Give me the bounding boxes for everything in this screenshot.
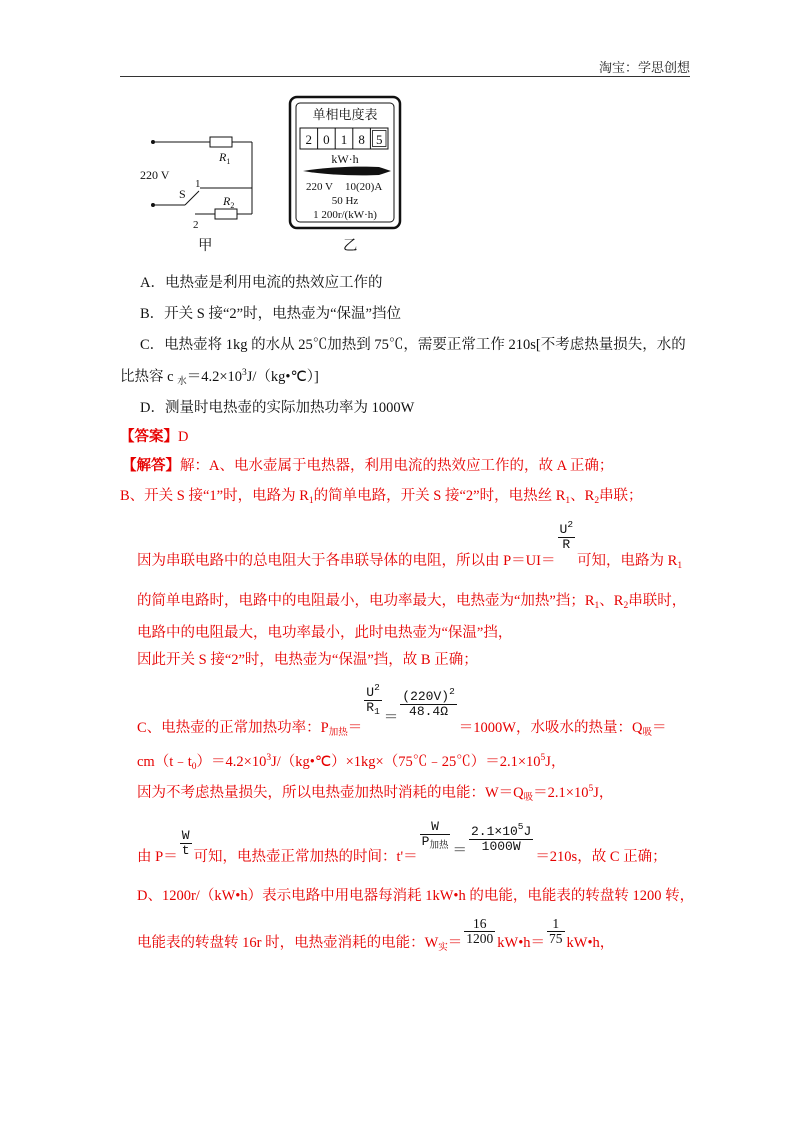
option-d: D．测量时电热壶的实际加热功率为 1000W — [140, 400, 415, 416]
numerator-text: U — [559, 522, 568, 537]
numerator-text: 2.1×10 — [470, 824, 518, 839]
meter-title: 单相电度表 — [312, 107, 378, 122]
solution-text: 串联时， — [628, 593, 687, 609]
fraction-1-over-75 — [547, 917, 565, 946]
subscript: 1 — [594, 601, 600, 611]
denominator-text: P — [421, 834, 430, 849]
solution-text: 因为串联电路中的总电阻大于各串联导体的电阻，所以由 P＝UI＝ — [137, 553, 556, 569]
superscript: 5 — [517, 821, 524, 832]
fraction-numerator — [364, 682, 382, 701]
solution-text: 因为不考虑热量损失，所以电热壶加热时消耗的电能：W＝Q — [137, 785, 524, 801]
fraction-denominator: 1200 — [466, 931, 494, 946]
superscript: 3 — [266, 753, 272, 763]
r1-letter: R — [219, 150, 227, 164]
fraction-numerator — [469, 821, 533, 840]
r2-letter: R — [223, 194, 231, 208]
fraction-denominator: 48.4Ω — [409, 704, 449, 719]
resistor-r2 — [215, 209, 237, 219]
numerator-text: J — [523, 824, 532, 839]
option-c-text: ＝4.2×10 — [186, 369, 243, 385]
superscript: 2 — [567, 519, 574, 530]
answer-line — [120, 427, 188, 447]
meter-digit: 2 — [305, 132, 313, 147]
subscript: 吸 — [642, 728, 652, 738]
fraction-denominator: t — [181, 843, 190, 858]
solution-text: ）＝4.2×10 — [196, 754, 267, 770]
solution-line-9 — [137, 783, 613, 803]
figure-caption-jia: 甲 — [198, 238, 213, 254]
solution-text: J， — [545, 754, 566, 770]
option-c-text: J/（kg•℃）] — [246, 369, 319, 385]
meter-unit: kW·h — [331, 152, 359, 166]
meter-digit: 5 — [375, 132, 383, 147]
solution-label: 【解答】 — [122, 458, 180, 474]
fraction-power-formula — [558, 519, 576, 552]
solution-text: 的简单电路，开关 S 接“2”时，电热丝 R — [313, 488, 566, 504]
answer-value: D — [178, 429, 189, 445]
header-title: 淘宝：学思创想 — [598, 60, 690, 75]
meter-voltage: 220 V — [306, 181, 333, 193]
subscript: 加热 — [328, 728, 348, 738]
equals-sign: ＝ — [452, 843, 467, 859]
fraction-denominator: 75 — [549, 931, 563, 946]
option-a: A．电热壶是利用电流的热效应工作的 — [140, 275, 383, 291]
subscript: 加热 — [429, 840, 449, 851]
r2-label — [222, 194, 234, 210]
fraction-energy-over-power — [469, 821, 533, 854]
figure-caption-yi: 乙 — [343, 238, 358, 254]
option-c-line-2 — [120, 367, 319, 387]
solution-text: ＝ — [447, 935, 463, 951]
voltage-label: 220 V — [140, 168, 170, 182]
r1-label — [218, 150, 230, 166]
solution-text: 串联； — [599, 488, 643, 504]
numerator-text: U — [366, 685, 375, 700]
subscript: 1 — [565, 496, 571, 506]
switch-blade — [185, 191, 199, 205]
subscript: 1 — [677, 561, 683, 571]
fraction-w-over-t — [180, 829, 192, 858]
fraction-numerator: W — [181, 828, 190, 843]
subscript: 吸 — [523, 793, 534, 803]
solution-text: 、R — [570, 488, 595, 504]
option-b: B．开关 S 接“2”时，电热壶为“保温”挡位 — [140, 306, 401, 322]
denominator-text: R — [366, 700, 375, 715]
fraction-denominator — [364, 701, 382, 715]
fraction-denominator: R — [562, 537, 571, 552]
solution-text: kW•h， — [566, 935, 615, 951]
solution-text: ＝210s，故 C 正确； — [535, 849, 667, 865]
r1-subscript: 1 — [226, 157, 231, 166]
solution-line-5: 电路中的电阻最大，电功率最小，此时电热壶为“保温”挡， — [137, 625, 513, 641]
answer-label: 【答案】 — [120, 429, 178, 445]
solution-text: 的简单电路时，电路中的电阻最小，电功率最大，电热壶为“加热”挡；R — [137, 593, 595, 609]
solution-line-8 — [137, 752, 565, 772]
contact-2-label: 2 — [193, 219, 199, 231]
contact-1-label: 1 — [195, 178, 201, 190]
fraction-numerator: W — [420, 820, 451, 835]
option-c-line-1: C．电热壶将 1kg 的水从 25℃加热到 75℃，需要正常工作 210s[不考虑热量损失，水的 — [140, 337, 686, 353]
option-c-text: 比热容 c — [120, 369, 178, 385]
resistor-r1 — [210, 137, 232, 147]
solution-text: ＝2.1×10 — [533, 785, 589, 801]
meter-frequency: 50 Hz — [331, 195, 359, 207]
solution-text: ＝ — [651, 720, 667, 736]
solution-text: 由 P＝ — [137, 849, 178, 865]
solution-line-6: 因此开关 S 接“2”时，电热壶为“保温”挡，故 B 正确； — [137, 652, 478, 668]
numerator-text: (220V) — [402, 689, 450, 704]
switch-label: S — [179, 187, 186, 201]
meter-digit: 8 — [358, 132, 365, 147]
meter-constant: 1 200r/(kW·h) — [313, 209, 377, 221]
equals-sign: ＝ — [383, 710, 399, 726]
subscript: 2 — [623, 601, 629, 611]
superscript: 5 — [588, 784, 594, 794]
solution-text: 解：A、电水壶属于电热器，利用电流的热效应工作的，故 A 正确； — [180, 458, 614, 474]
solution-line-2 — [120, 486, 643, 506]
superscript: 2 — [374, 682, 380, 693]
meter-digit: 1 — [340, 132, 348, 147]
solution-text: ＝1000W，水吸水的热量：Q — [458, 720, 643, 736]
solution-text: ＝ — [347, 720, 363, 736]
terminal-bottom — [151, 203, 155, 207]
solution-text: 可知，电路为 R — [577, 553, 678, 569]
solution-text: C、电热壶的正常加热功率：P — [137, 720, 329, 736]
meter-digit: 0 — [323, 132, 330, 147]
circuit-diagram-jia — [130, 120, 270, 235]
fraction-u-squared-over-r1 — [364, 682, 382, 717]
fraction-denominator — [420, 835, 451, 849]
solution-text: J， — [593, 785, 614, 801]
solution-text: cm（t﹣t — [137, 754, 192, 770]
meter-current: 10(20)A — [345, 181, 383, 193]
terminal-top — [151, 140, 155, 144]
header-rule — [120, 76, 690, 77]
solution-text: 可知，电热壶正常加热的时间：t'＝ — [193, 849, 418, 865]
solution-text: 电能表的转盘转 16r 时，电热壶消耗的电能：W — [137, 935, 439, 951]
superscript: 5 — [540, 753, 546, 763]
solution-text: kW•h＝ — [497, 935, 546, 951]
solution-line-12 — [137, 916, 615, 953]
meter-arrow — [303, 167, 391, 176]
superscript: 2 — [449, 686, 455, 697]
fraction-denominator: 1000W — [481, 839, 521, 854]
solution-text: 、R — [599, 593, 624, 609]
subscript: 0 — [191, 762, 197, 772]
fraction-numerator — [558, 519, 576, 538]
subscript: 实 — [438, 943, 448, 953]
solution-line-4 — [137, 591, 686, 611]
fraction-w-over-p — [420, 820, 451, 849]
solution-text: B、开关 S 接“1”时，电路为 R — [120, 488, 309, 504]
subscript: 2 — [594, 496, 600, 506]
solution-line-1 — [122, 456, 613, 476]
subscript: 1 — [308, 496, 314, 506]
fraction-numerator — [400, 686, 457, 705]
subscript: 1 — [374, 706, 380, 717]
solution-line-3 — [137, 519, 683, 571]
subscript-water: 水 — [177, 377, 187, 387]
fraction-numerator: 16 — [464, 917, 495, 932]
fraction-16-over-1200 — [464, 917, 495, 946]
superscript-exponent: 3 — [242, 368, 247, 378]
r2-subscript: 2 — [230, 201, 235, 210]
solution-text: J/（kg•℃）×1kg×（75℃﹣25℃）＝2.1×10 — [271, 754, 541, 770]
electric-meter-yi — [287, 94, 405, 232]
solution-line-11: D、1200r/（kW•h）表示电路中用电器每消耗 1kW•h 的电能，电能表的转盘转 1200 转， — [137, 888, 695, 904]
fraction-numerator: 1 — [547, 917, 565, 932]
fraction-voltage-over-resistance — [400, 686, 457, 719]
